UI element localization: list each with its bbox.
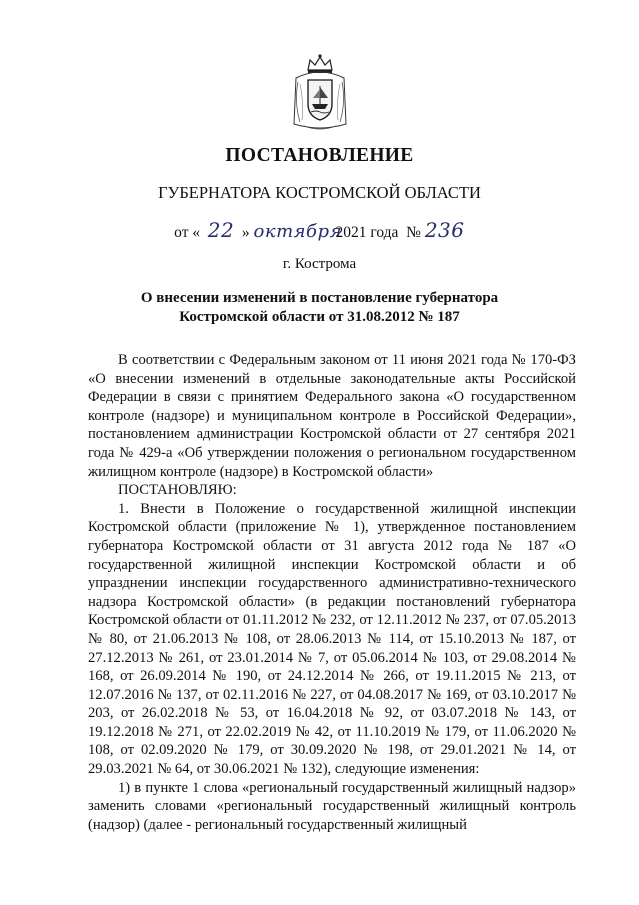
number-sign: №: [406, 224, 421, 241]
preamble-paragraph: В соответствии с Федеральным законом от 11 июня 2021 года № 170-ФЗ «О внесении изменений в отдельные законодательные акты Российской Федерации в связи с принятием Федерального закона «О государственном контроле (надзоре) и муниципальном контроле в Российской Федерации», постановлением администрации Костромской области от 27 сентября 2021 года № 429-а «Об утверждении положения о региональном государственном жилищном контроле (надзоре) в Костромской области»: [88, 352, 576, 480]
heading-line-2: Костромской области от 31.08.2012 № 187: [179, 309, 460, 325]
heading-line-1: О внесении изменений в постановление губернатора: [140, 290, 499, 306]
date-line: [0, 218, 639, 242]
city: г. Кострома: [282, 256, 357, 272]
coat-of-arms-icon: [286, 52, 354, 134]
document-title: ПОСТАНОВЛЕНИЕ: [225, 145, 414, 166]
date-year: 2021 года: [335, 224, 399, 241]
date-mid: »: [241, 224, 250, 241]
decree-word: ПОСТАНОВЛЯЮ:: [118, 482, 237, 499]
date-month: октября: [253, 221, 342, 242]
document-body: [88, 351, 576, 834]
decree-number: 236: [424, 218, 465, 242]
document-heading: [0, 289, 639, 327]
issuer-title: ГУБЕРНАТОРА КОСТРОМСКОЙ ОБЛАСТИ: [158, 183, 481, 202]
date-day: 22: [207, 218, 235, 242]
date-prefix: от «: [174, 224, 201, 241]
clause-1-paragraph: 1. Внести в Положение о государственной жилищной инспекции Костромской области (приложение № 1), утвержденное постановлением губернатора Костромской области от 31 августа 2012 года № 187 «О государственной жилищной инспекции Костромской области и об упразднении инспекции государственного административно-технического надзора Костромской области» (в редакции постановлений губернатора Костромской области от 01.11.2012 № 232, от 12.11.2012 № 237, от 07.05.2013 № 80, от 21.06.2013 № 108, от 28.06.2013 № 114, от 15.10.2013 № 187, от 27.12.2013 № 261, от 23.01.2014 № 7, от 05.06.2014 № 103, от 29.08.2014 № 168, от 26.09.2014 № 190, от 24.12.2014 № 266, от 19.11.2015 № 213, от 12.07.2016 № 137, от 02.11.2016 № 227, от 04.08.2017 № 169, от 03.10.2017 № 203, от 26.02.2018 № 53, от 16.04.2018 № 92, от 03.07.2018 № 143, от 19.12.2018 № 271, от 22.02.2019 № 42, от 11.10.2019 № 179, от 11.06.2020 № 108, от 02.09.2020 № 179, от 30.09.2020 № 198, от 29.01.2021 № 14, от 29.03.2021 № 64, от 30.06.2021 № 132), следующие изменения:: [88, 500, 576, 778]
clause-1-1-paragraph: 1) в пункте 1 слова «региональный государственный жилищный надзор» заменить словами «региональный государственный жилищный контроль (надзор) (далее - региональный государственный жилищный: [88, 779, 576, 833]
